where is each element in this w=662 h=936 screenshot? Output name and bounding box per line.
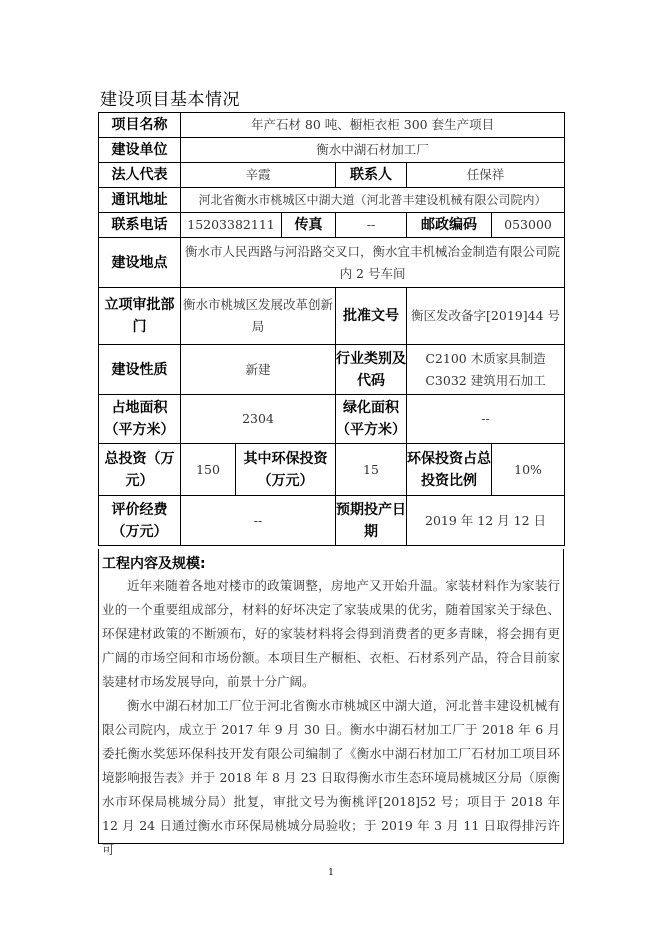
page-title: 建设项目基本情况 — [100, 90, 240, 110]
legal-rep-value: 辛霞 — [181, 163, 336, 188]
industry-label: 行业类别及代码 — [336, 345, 407, 395]
zip-value: 053000 — [492, 213, 565, 238]
row-nature — [99, 345, 565, 395]
fax-value: -- — [336, 213, 407, 238]
phone-value: 15203382111 — [181, 213, 282, 238]
doc-number-value: 衡区发改备字[2019]44 号 — [407, 288, 565, 345]
row-approval — [99, 288, 565, 345]
green-area-label: 绿化面积（平方米） — [336, 395, 407, 444]
contact-value: 任保祥 — [407, 163, 565, 188]
approval-value: 衡水市桃城区发展改革创新局 — [181, 288, 336, 345]
address-value: 河北省衡水市桃城区中湖大道（河北普丰建设机械有限公司院内） — [181, 188, 565, 213]
contact-label: 联系人 — [336, 163, 407, 188]
zip-label: 邮政编码 — [407, 213, 492, 238]
project-name-value: 年产石材 80 吨、橱柜衣柜 300 套生产项目 — [181, 113, 565, 138]
builder-label: 建设单位 — [99, 138, 181, 163]
content-paragraph-2: 衡水中湖石材加工厂位于河北省衡水市桃城区中湖大道，河北普丰建设机械有限公司院内，成立于 2017 年 9 月 30 日。衡水中湖石材加工厂于 2018 年 6 月委托衡水奖惩环保科技开发有限公司编制了《衡水中湖石材加工厂石材加工项目环境影响报告表》并于 2018 年 8 月 23 日取得衡水市生态环境局桃城区分局（原衡水市环保局桃城分局）批复，审批文号为衡桃评[2018]52 号；项目于 2018 年 12 月 24 日通过衡水市环保局桃城分局验收；于 2019 年 3 月 11 日取得排污许可 — [102, 698, 560, 857]
env-ratio-value: 10% — [492, 444, 565, 496]
investment-value: 150 — [181, 444, 236, 496]
legal-rep-label: 法人代表 — [99, 163, 181, 188]
row-project-name — [99, 113, 565, 138]
nature-value: 新建 — [181, 345, 336, 395]
row-assessment — [99, 496, 565, 546]
content-heading: 工程内容及规模: — [102, 556, 206, 572]
green-area-value: -- — [407, 395, 565, 444]
builder-value: 衡水中湖石材加工厂 — [181, 138, 565, 163]
nature-label: 建设性质 — [99, 345, 181, 395]
project-info-table — [98, 112, 565, 546]
fax-label: 传真 — [282, 213, 336, 238]
phone-label: 联系电话 — [99, 213, 181, 238]
row-area — [99, 395, 565, 444]
approval-label: 立项审批部门 — [99, 288, 181, 345]
row-address — [99, 188, 565, 213]
env-ratio-label: 环保投资占总投资比例 — [407, 444, 492, 496]
area-label: 占地面积（平方米） — [99, 395, 181, 444]
doc-number-label: 批准文号 — [336, 288, 407, 345]
row-builder — [99, 138, 565, 163]
investment-label: 总投资（万元） — [99, 444, 181, 496]
site-value: 衡水市人民西路与河沿路交叉口，衡水宜丰机械冶金制造有限公司院内 2 号车间 — [181, 238, 565, 288]
industry-code-2: C3032 建筑用石加工 — [425, 372, 546, 388]
assessment-value: -- — [181, 496, 336, 546]
production-date-value: 2019 年 12 月 12 日 — [407, 496, 565, 546]
page-number: 1 — [328, 868, 334, 878]
production-date-label: 预期投产日期 — [336, 496, 407, 546]
assessment-label: 评价经费（万元） — [99, 496, 181, 546]
site-label: 建设地点 — [99, 238, 181, 288]
project-content-section — [98, 549, 564, 857]
project-name-label: 项目名称 — [99, 113, 181, 138]
industry-code-1: C2100 木质家具制造 — [425, 350, 546, 366]
industry-value — [407, 345, 565, 395]
content-paragraph-1: 近年来随着各地对楼市的政策调整，房地产又开始升温。家装材料作为家装行业的一个重要组成部分，材料的好坏决定了家装成果的优劣，随着国家关于绿色、环保建材政策的不断颁布，好的家装材料将会得到消费者的更多青睐，将会拥有更广阔的市场空间和市场份额。本项目生产橱柜、衣柜、石材系列产品，符合目前家装建材市场发展导向，前景十分广阔。 — [102, 578, 560, 689]
row-site — [99, 238, 565, 288]
area-value: 2304 — [181, 395, 336, 444]
row-phone — [99, 213, 565, 238]
env-investment-label: 其中环保投资（万元） — [236, 444, 336, 496]
row-investment — [99, 444, 565, 496]
row-legal-rep — [99, 163, 565, 188]
address-label: 通讯地址 — [99, 188, 181, 213]
env-investment-value: 15 — [336, 444, 407, 496]
